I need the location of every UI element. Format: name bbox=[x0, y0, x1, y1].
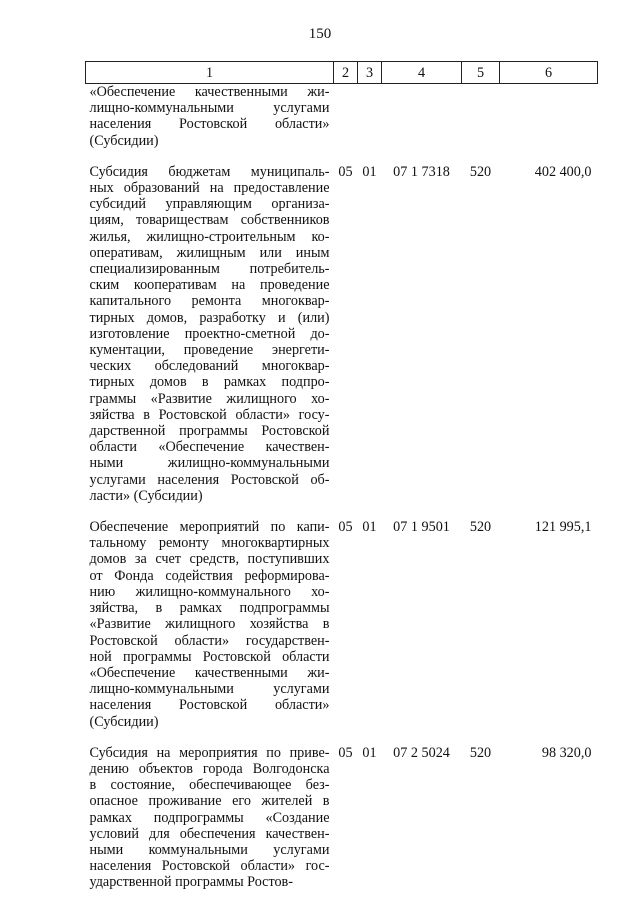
header-cell-6: 6 bbox=[500, 62, 598, 84]
header-cell-1: 1 bbox=[86, 62, 334, 84]
row-name-line: изготовление проектно-сметной до- bbox=[89, 325, 330, 342]
table-row bbox=[86, 504, 598, 730]
row-name-line: нию жилищно-коммунального хо- bbox=[89, 583, 330, 600]
row-name-line: от Фонда содействия реформирова- bbox=[89, 567, 330, 584]
row-pr-cell: 01 bbox=[362, 744, 377, 761]
row-name-line: капитального ремонта многоквар- bbox=[89, 293, 330, 310]
row-sum-cell: 121 995,1 bbox=[534, 519, 592, 536]
row-pr-cell: 01 bbox=[362, 519, 377, 536]
row-name-line: услугами населения Ростовской об- bbox=[89, 471, 330, 488]
row-name-line: лищно-коммунальными услугами bbox=[89, 681, 330, 698]
row-name-line: тирных домов в рамках подпро- bbox=[89, 374, 330, 391]
row-name-line: населения Ростовской области» гос- bbox=[89, 858, 330, 875]
row-vr-cell: 520 bbox=[469, 163, 492, 180]
row-name-line: зяйства, в рамках подпрограммы bbox=[89, 600, 330, 617]
row-name-cell bbox=[86, 504, 334, 730]
row-name-line: субсидий управляющим организа- bbox=[89, 196, 330, 213]
page-number: 150 bbox=[308, 26, 332, 42]
row-rz-cell: 05 bbox=[338, 163, 353, 180]
row-name-line: циям, товариществам собственников bbox=[89, 212, 330, 229]
row-csr-cell: 07 1 7318 bbox=[393, 163, 450, 180]
row-name-line: рамках подпрограммы «Создание bbox=[89, 809, 330, 826]
row-pr-cell: 01 bbox=[362, 163, 377, 180]
row-name-line: специализированным потребитель- bbox=[89, 261, 330, 278]
row-name-line: ским кооперативам на проведение bbox=[89, 277, 330, 294]
header-cell-3: 3 bbox=[358, 62, 382, 84]
row-name-line: тальному ремонту многоквартирных bbox=[89, 535, 330, 552]
row-sum-cell: 98 320,0 bbox=[541, 744, 592, 761]
row-name-line: ных образований на предоставление bbox=[89, 180, 330, 197]
row-name-line: ными жилищно-коммунальными bbox=[89, 455, 330, 472]
row-name-line: ческих обследований многоквар- bbox=[89, 358, 330, 375]
row-csr-cell: 07 2 5024 bbox=[393, 744, 450, 761]
row-name-line: тирных домов, разработку и (или) bbox=[89, 309, 330, 326]
row-name-line: ударственной программы Ростов- bbox=[89, 874, 293, 891]
row-name-line: граммы «Развитие жилищного хо- bbox=[89, 390, 330, 407]
row-rz-cell bbox=[334, 84, 358, 149]
row-name-line: населения Ростовской области» bbox=[89, 697, 330, 714]
row-name-line: (Субсидии) bbox=[89, 132, 159, 149]
row-name-cell bbox=[86, 149, 334, 504]
row-name-line: Ростовской области» государствен- bbox=[89, 632, 330, 649]
header-cell-2: 2 bbox=[334, 62, 358, 84]
header-row bbox=[86, 62, 598, 84]
row-vr-cell: 520 bbox=[469, 744, 492, 761]
row-csr-cell: 07 1 9501 bbox=[393, 519, 450, 536]
row-name-line: зяйства в Ростовской области» госу- bbox=[89, 406, 330, 423]
row-name-line: опасное проживание его жителей в bbox=[89, 793, 330, 810]
row-name-line: «Обеспечение качественными жи- bbox=[89, 664, 330, 681]
row-sum-cell: 402 400,0 bbox=[534, 163, 592, 180]
row-name-line: ласти» (Субсидии) bbox=[89, 487, 203, 504]
row-name-line: «Развитие жилищного хозяйства в bbox=[89, 616, 330, 633]
header-cell-5: 5 bbox=[462, 62, 500, 84]
row-name-line: дению объектов города Волгодонска bbox=[89, 760, 330, 777]
row-name-line: Субсидия на мероприятия по приве- bbox=[89, 744, 330, 761]
row-name-line: в состояние, обеспечивающее без- bbox=[89, 777, 330, 794]
row-name-line: лищно-коммунальными услугами bbox=[89, 100, 330, 117]
row-csr-cell bbox=[382, 84, 462, 149]
row-name-cell bbox=[86, 730, 334, 891]
row-name-cell bbox=[86, 84, 334, 149]
row-name-line: кументации, проведение энергети- bbox=[89, 342, 330, 359]
row-name-line: ными коммунальными услугами bbox=[89, 841, 330, 858]
row-sum-cell bbox=[500, 84, 598, 149]
table-row bbox=[86, 730, 598, 891]
row-name-line: жилья, жилищно-строительным ко- bbox=[89, 228, 330, 245]
row-name-line: домов за счет средств, поступивших bbox=[89, 551, 330, 568]
row-rz-cell: 05 bbox=[338, 744, 353, 761]
row-name-line: ной программы Ростовской области bbox=[89, 648, 330, 665]
table-row bbox=[86, 84, 598, 149]
row-name-line: Субсидия бюджетам муниципаль- bbox=[89, 163, 330, 180]
row-rz-cell: 05 bbox=[338, 519, 353, 536]
row-name-line: условий для обеспечения качествен- bbox=[89, 825, 330, 842]
row-name-line: области «Обеспечение качествен- bbox=[89, 439, 330, 456]
row-vr-cell: 520 bbox=[469, 519, 492, 536]
row-name-line: населения Ростовской области» bbox=[89, 116, 330, 133]
table-body bbox=[86, 84, 598, 891]
table-row bbox=[86, 149, 598, 504]
budget-table bbox=[85, 61, 598, 891]
header-cell-4: 4 bbox=[382, 62, 462, 84]
table-header bbox=[86, 62, 598, 84]
row-pr-cell bbox=[358, 84, 382, 149]
row-name-line: «Обеспечение качественными жи- bbox=[89, 84, 330, 100]
row-name-line: (Субсидии) bbox=[89, 713, 159, 730]
row-vr-cell bbox=[462, 84, 500, 149]
row-name-line: дарственной программы Ростовской bbox=[89, 423, 330, 440]
row-name-line: Обеспечение мероприятий по капи- bbox=[89, 519, 330, 536]
row-name-line: оперативам, жилищным или иным bbox=[89, 244, 330, 261]
